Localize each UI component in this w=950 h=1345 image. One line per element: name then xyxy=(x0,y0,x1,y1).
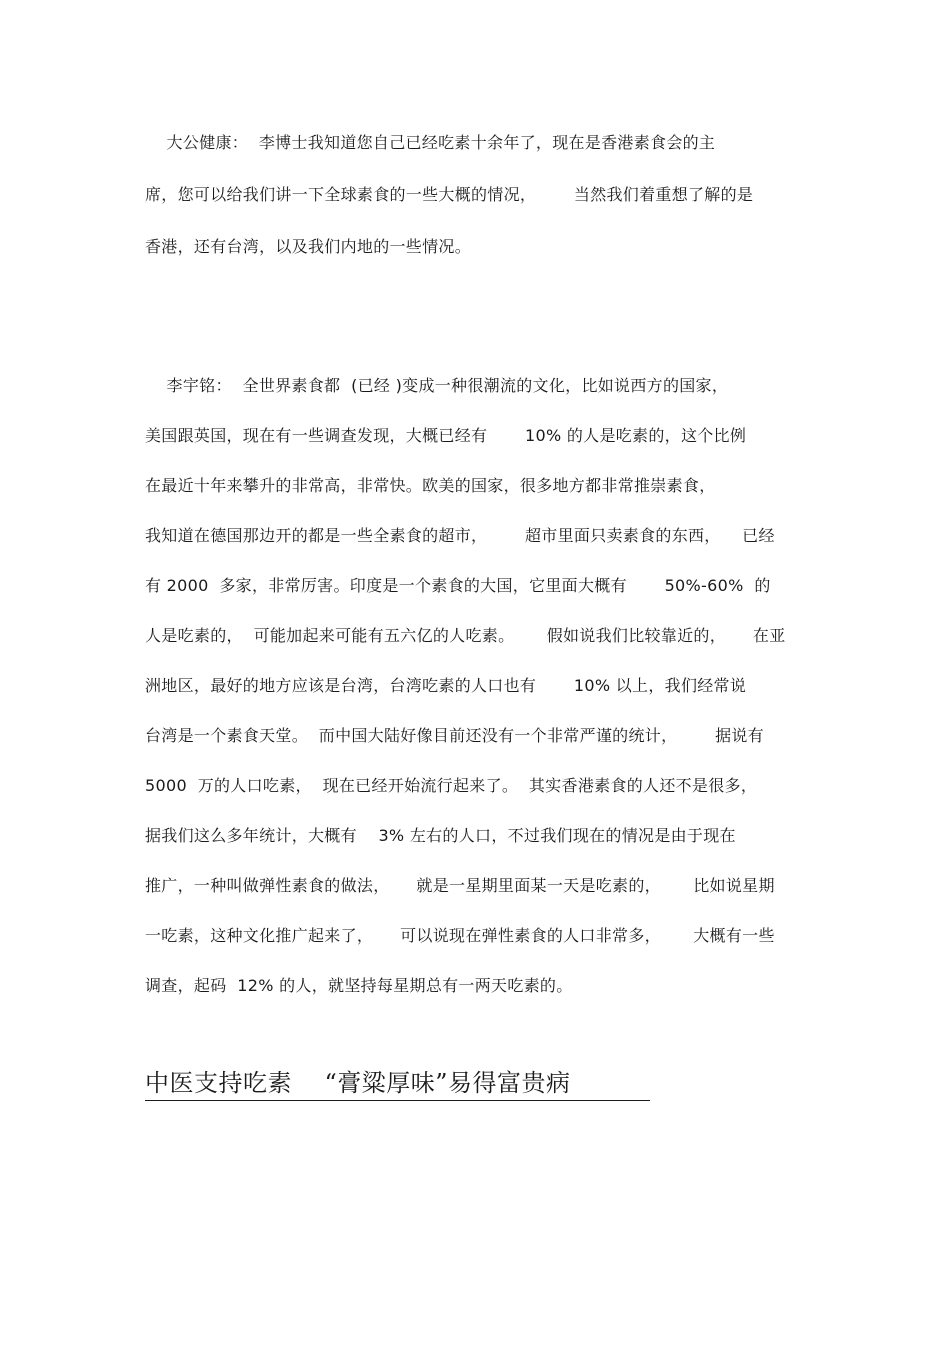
answer-line-10: 据我们这么多年统计，大概有 3% 左右的人口，不过我们现在的情况是由于现在 xyxy=(145,826,736,845)
answer-line-3: 在最近十年来攀升的非常高，非常快。欧美的国家，很多地方都非常推崇素食， xyxy=(145,476,716,495)
answer-line-11: 推广，一种叫做弹性素食的做法， 就是一星期里面某一天是吃素的， 比如说星期 xyxy=(145,876,775,895)
answer-line-12: 一吃素，这种文化推广起来了， 可以说现在弹性素食的人口非常多， 大概有一些 xyxy=(145,926,775,945)
answer-line-6: 人是吃素的， 可能加起来可能有五六亿的人吃素。 假如说我们比较靠近的， 在亚 xyxy=(145,626,786,645)
answer-line-2: 美国跟英国，现在有一些调查发现，大概已经有 10% 的人是吃素的，这个比例 xyxy=(145,426,747,445)
answer-line-1: 李宇铭： 全世界素食都 (已经 )变成一种很潮流的文化，比如说西方的国家， xyxy=(145,376,729,395)
intro-line-1: 大公健康： 李博士我知道您自己已经吃素十余年了，现在是香港素食会的主 xyxy=(145,133,716,152)
answer-line-9: 5000 万的人口吃素， 现在已经开始流行起来了。 其实香港素食的人还不是很多， xyxy=(145,776,758,795)
answer-line-13: 调查，起码 12% 的人，就坚持每星期总有一两天吃素的。 xyxy=(145,976,573,995)
answer-line-5: 有 2000 多家，非常厉害。印度是一个素食的大国，它里面大概有 50%-60% 的 xyxy=(145,576,771,595)
answer-line-8: 台湾是一个素食天堂。 而中国大陆好像目前还没有一个非常严谨的统计， 据说有 xyxy=(145,726,764,745)
intro-line-2: 席，您可以给我们讲一下全球素食的一些大概的情况， 当然我们着重想了解的是 xyxy=(145,185,754,204)
section-heading: 中医支持吃素 “膏粱厚味”易得富贵病 xyxy=(145,1063,650,1101)
answer-line-7: 洲地区，最好的地方应该是台湾，台湾吃素的人口也有 10% 以上，我们经常说 xyxy=(145,676,747,695)
answer-line-4: 我知道在德国那边开的都是一些全素食的超市， 超市里面只卖素食的东西， 已经 xyxy=(145,526,775,545)
intro-line-3: 香港，还有台湾，以及我们内地的一些情况。 xyxy=(145,237,472,256)
